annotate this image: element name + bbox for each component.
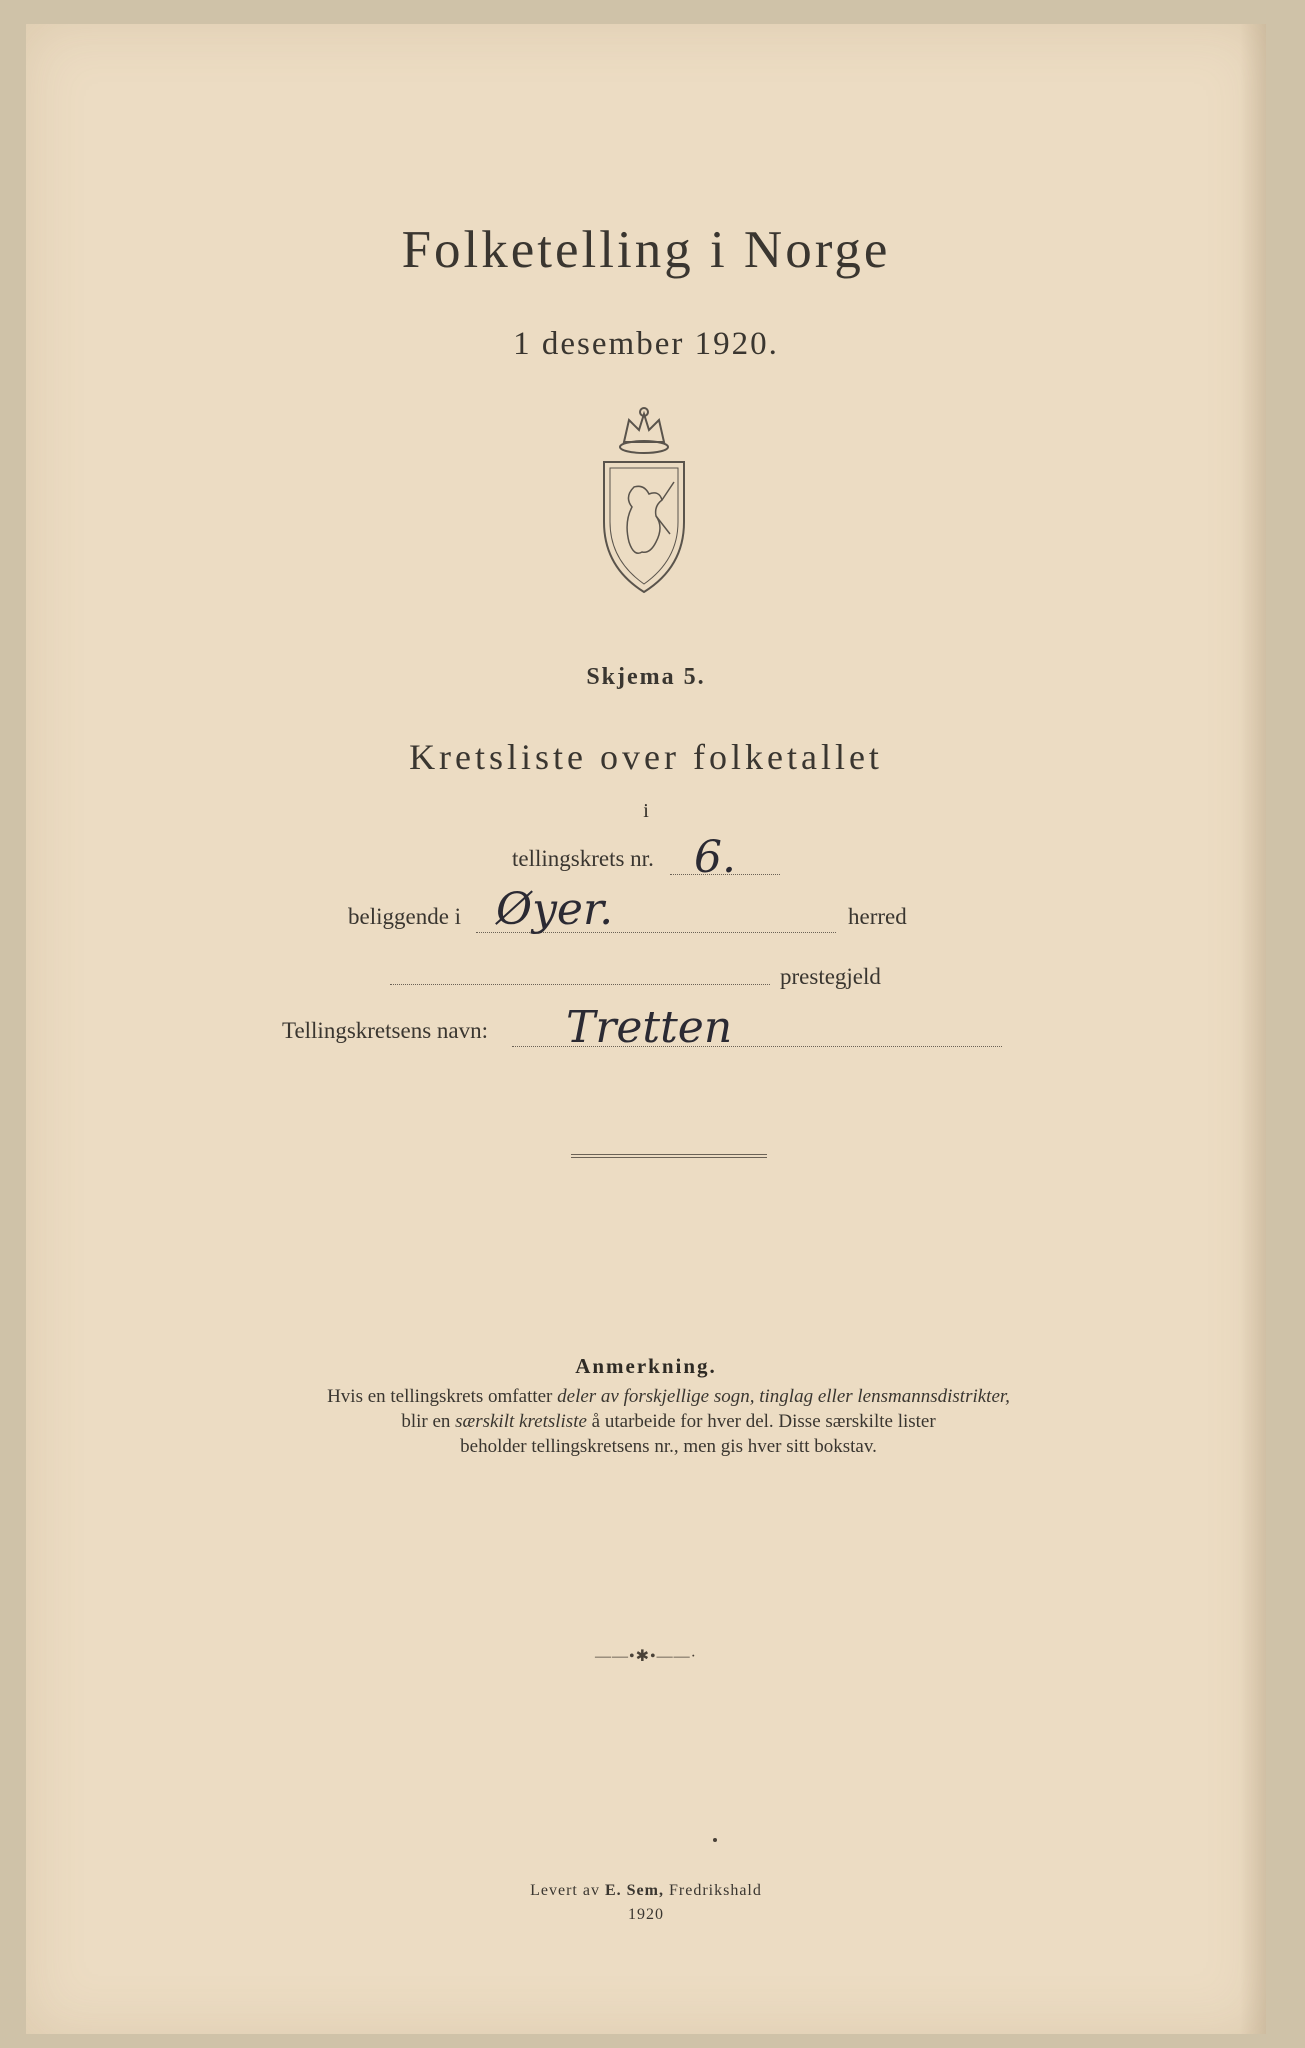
printer-city: Fredrikshald xyxy=(663,1882,762,1899)
printer-year: 1920 xyxy=(628,1906,664,1923)
beliggende-label: beliggende i xyxy=(348,904,462,929)
prestegjeld-line xyxy=(390,984,770,985)
beliggende-value: Øyer. xyxy=(496,884,614,935)
norwegian-coat-of-arms-icon xyxy=(594,402,694,602)
ornament-divider: ——•✱•——· xyxy=(595,1648,697,1665)
tellingskrets-value: 6. xyxy=(694,832,736,883)
navn-label: Tellingskretsens navn: xyxy=(282,1018,488,1043)
remark-line-2-b: særskilt kretsliste xyxy=(455,1411,587,1432)
remark-line-2-a: blir en xyxy=(401,1411,456,1432)
section-divider xyxy=(571,1154,767,1158)
remark-line-1 xyxy=(246,1384,1091,1409)
remark-heading: Anmerkning. xyxy=(575,1354,717,1378)
remark-line-1-b: deler av forskjellige sogn, tinglag eller lensmannsdistrikter, xyxy=(557,1386,1010,1407)
form-subtitle: Kretsliste over folketallet xyxy=(409,737,883,777)
printer-prefix: Levert av xyxy=(530,1882,605,1899)
tellingskrets-label: tellingskrets nr. xyxy=(512,846,654,871)
remark-line-1-a: Hvis en tellingskrets omfatter xyxy=(327,1386,558,1407)
document-title: Folketelling i Norge xyxy=(401,221,891,279)
remark-line-2-c: å utarbeide for hver del. Disse særskilte lister xyxy=(586,1411,936,1432)
printer-credit xyxy=(26,1882,1266,1900)
connector-i: i xyxy=(643,800,649,822)
navn-value: Tretten xyxy=(566,1002,733,1053)
schema-label: Skjema 5. xyxy=(586,664,706,690)
printer-name: E. Sem, xyxy=(604,1882,664,1899)
remark-text xyxy=(246,1384,1091,1459)
remark-line-3: beholder tellingskretsens nr., men gis hver sitt bokstav. xyxy=(460,1436,877,1457)
ink-dot xyxy=(713,1838,717,1842)
herred-label: herred xyxy=(848,904,907,929)
prestegjeld-label: prestegjeld xyxy=(780,964,881,989)
document-date: 1 desember 1920. xyxy=(513,326,779,362)
census-form-page xyxy=(26,24,1266,2034)
remark-line-2 xyxy=(246,1409,1091,1434)
